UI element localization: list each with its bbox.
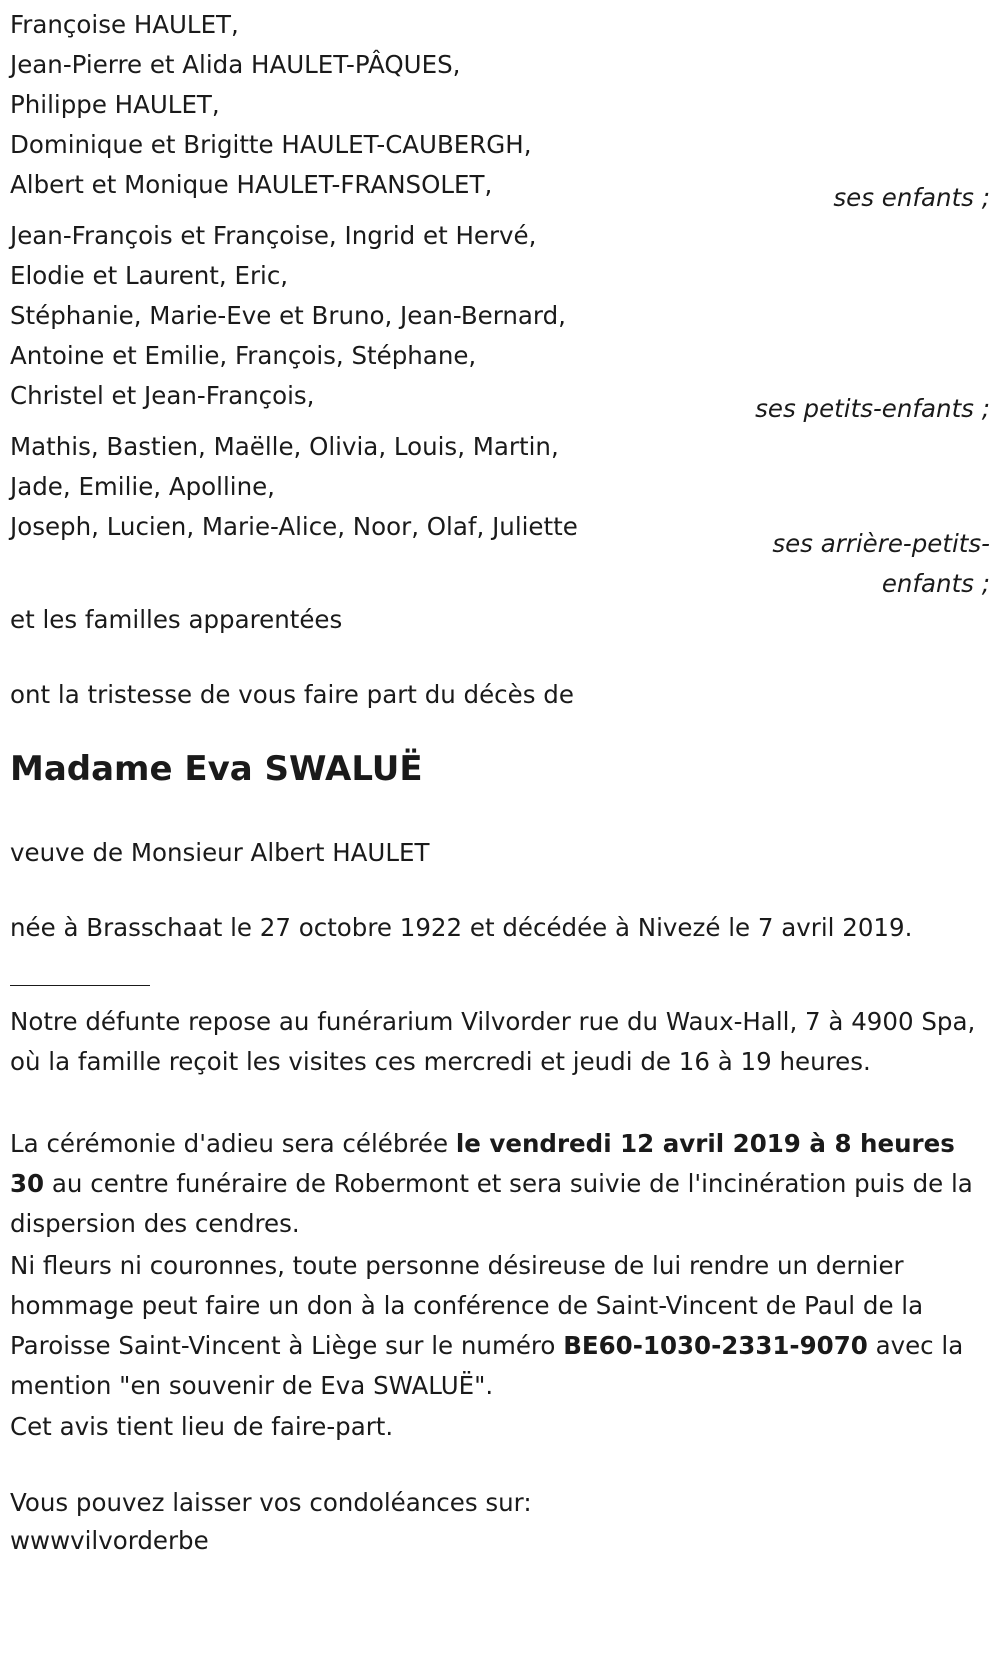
child-name: Dominique et Brigitte HAULET-CAUBERGH, <box>10 130 532 159</box>
children-group <box>10 5 532 205</box>
grandchild-names: Jean-François et Françoise, Ingrid et Hervé, <box>10 221 537 250</box>
grandchild-names: Stéphanie, Marie-Eve et Bruno, Jean-Bernard, <box>10 301 566 330</box>
repose-paragraph: Notre défunte repose au funérarium Vilvorder rue du Waux-Hall, 7 à 4900 Spa, où la famille reçoit les visites ces mercredi et jeudi de 16 à 19 heures. <box>10 1007 976 1076</box>
grandchildren-group <box>10 216 566 416</box>
widow-of: veuve de Monsieur Albert HAULET <box>10 838 430 867</box>
related-families: et les familles apparentées <box>10 605 343 634</box>
grandchild-names: Elodie et Laurent, Eric, <box>10 261 289 290</box>
great-grandchildren-role-line1: ses arrière-petits- <box>772 529 990 558</box>
notice-text: Cet avis tient lieu de faire-part. <box>10 1412 394 1441</box>
flowers-paragraph <box>10 1246 990 1406</box>
grandchildren-role: ses petits-enfants ; <box>755 394 990 423</box>
great-grandchildren-role <box>10 524 990 604</box>
great-grandchildren-role-line2: enfants ; <box>881 569 990 598</box>
ceremony-text: La cérémonie d'adieu sera célébrée <box>10 1129 456 1158</box>
bank-account-number: BE60-1030-2331-9070 <box>563 1331 868 1360</box>
grandchild-names: Antoine et Emilie, François, Stéphane, <box>10 341 477 370</box>
child-name: Albert et Monique HAULET-FRANSOLET, <box>10 170 493 199</box>
ceremony-datetime: le vendredi 12 avril 2019 à 8 heures 30 <box>10 1129 955 1198</box>
child-name: Françoise HAULET, <box>10 10 239 39</box>
ceremony-paragraph <box>10 1124 990 1244</box>
child-name: Jean-Pierre et Alida HAULET-PÂQUES, <box>10 50 461 79</box>
great-grandchild-names: Mathis, Bastien, Maëlle, Olivia, Louis, Martin, <box>10 432 559 461</box>
condolences-label: Vous pouvez laisser vos condoléances sur: <box>10 1488 532 1517</box>
deceased-name: Madame Eva SWALUË <box>10 749 423 789</box>
children-role: ses enfants ; <box>833 183 990 212</box>
ceremony-location-text: au centre funéraire de Robermont et sera suivie de l'incinération puis de la dispersion des cendres. <box>10 1169 973 1238</box>
announcement-text: ont la tristesse de vous faire part du décès de <box>10 680 574 709</box>
grandchild-names: Christel et Jean-François, <box>10 381 315 410</box>
birth-death-text: née à Brasschaat le 27 octobre 1922 et décédée à Nivezé le 7 avril 2019. <box>10 913 913 942</box>
child-name: Philippe HAULET, <box>10 90 220 119</box>
flowers-mention-text: avec la mention "en souvenir de Eva SWALUË". <box>10 1331 964 1400</box>
great-grandchild-names: Jade, Emilie, Apolline, <box>10 472 275 501</box>
great-grandchild-names: Joseph, Lucien, Marie-Alice, Noor, Olaf, Juliette <box>10 512 578 541</box>
flowers-text: Ni fleurs ni couronnes, toute personne désireuse de lui rendre un dernier hommage peut faire un don à la conférence de Saint-Vincent de Paul de la Paroisse Saint-Vincent à Liège sur le numéro <box>10 1251 924 1360</box>
condolences-link[interactable]: wwwvilvorderbe <box>10 1526 209 1555</box>
separator-line <box>10 985 150 986</box>
